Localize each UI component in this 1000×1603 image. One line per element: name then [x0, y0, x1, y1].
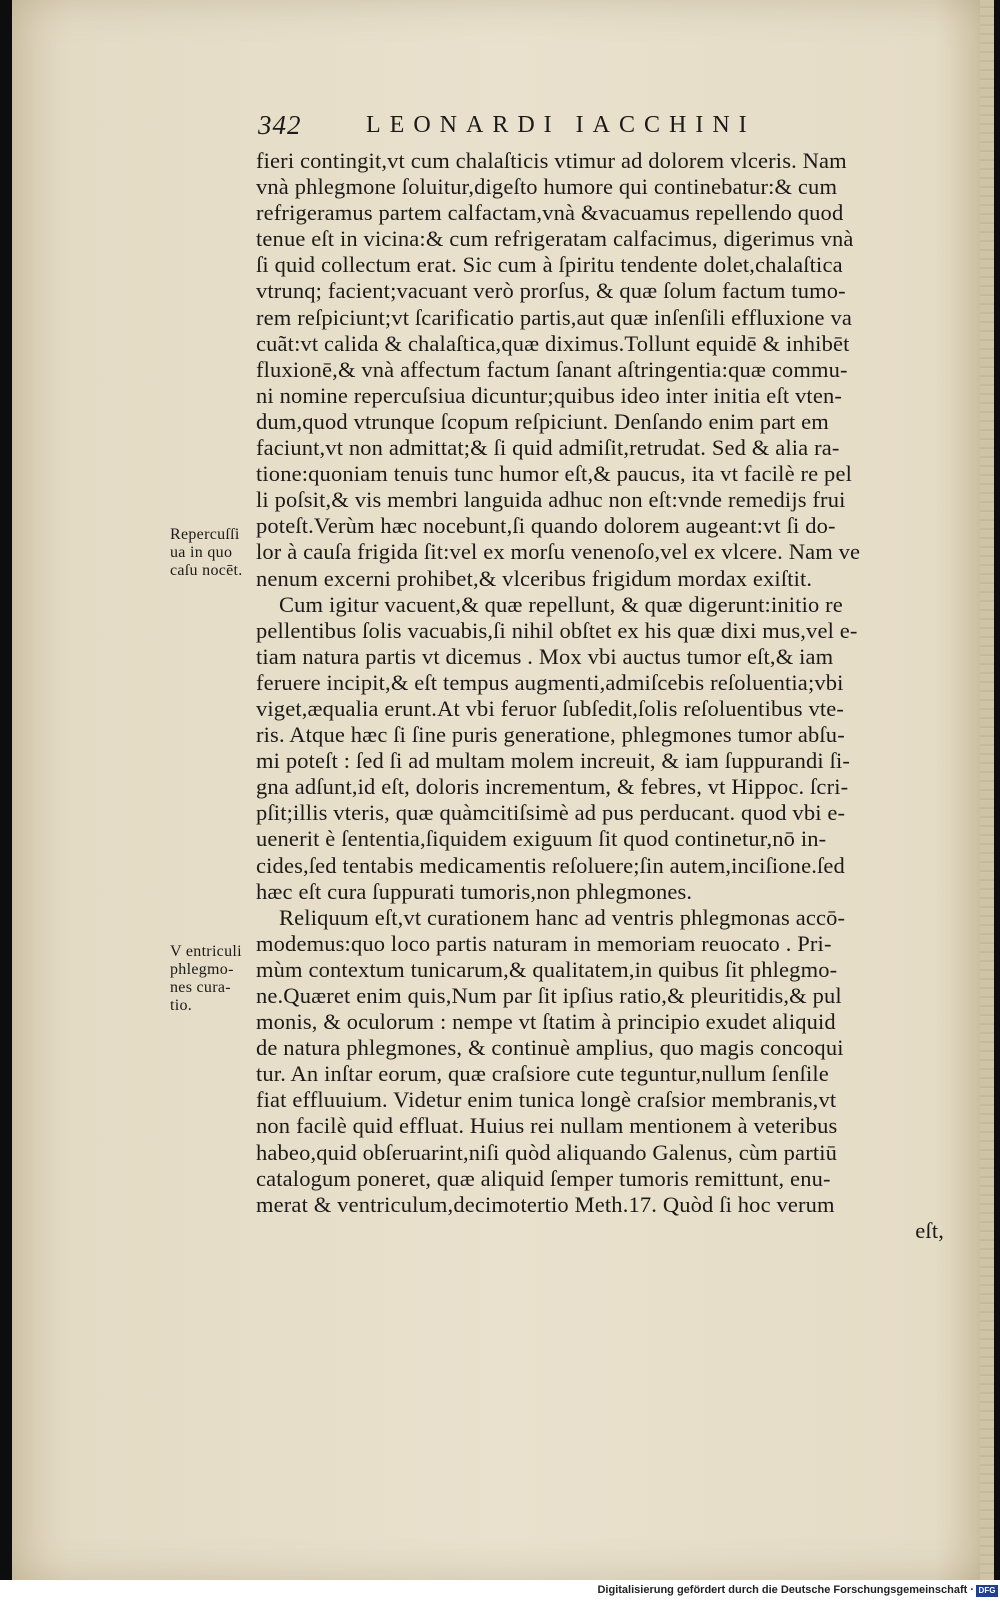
text-line: tione:quoniam tenuis tunc humor eſt,& paucus, ita vt facilè re pel	[256, 461, 852, 487]
margin-note-ventriculi	[170, 943, 262, 1015]
page-edge	[980, 0, 994, 1580]
text-line: non facilè quid effluat. Huius rei nullam mentionem à veteribus	[256, 1113, 838, 1139]
text-line: Reliquum eſt,vt curationem hanc ad ventris phlegmonas accō-	[279, 904, 846, 930]
text-line: fieri contingit,vt cum chalaſticis vtimur ad dolorem vlceris. Nam	[256, 148, 847, 173]
text-line: ne.Quæret enim quis,Num par ſit ipſius ratio,& pleuritidis,& pul	[256, 983, 842, 1008]
text-line: ni nomine repercuſsiua dicuntur;quibus ideo inter initia eſt vten-	[256, 382, 843, 408]
text-line: poteſt.Verùm hæc nocebunt,ſi quando dolorem augeant:vt ſi do-	[256, 513, 836, 539]
text-line: uenerit è ſententia,ſiquidem exiguum ſit quod continetur,nō in-	[256, 826, 827, 852]
text-line: tiam natura partis vt dicemus . Mox vbi auctus tumor eſt,& iam	[256, 643, 834, 669]
text-line: lor à cauſa frigida ſit:vel ex morſu venenoſo,vel ex vlcere. Nam ve	[256, 539, 861, 565]
text-line: hæc eſt cura ſuppurati tumoris,non phlegmones.	[256, 878, 693, 904]
text-line: faciunt,vt non admittat;& ſi quid admiſit,retrudat. Sed & alia ra-	[256, 435, 840, 461]
text-line: gna adſunt,id eſt, doloris incrementum, & febres, vt Hippoc. ſcri-	[256, 774, 849, 800]
text-line: tenue eſt in vicina:& cum refrigeratam calfacimus, digerimus vnà	[256, 226, 854, 252]
text-line: catalogum poneret, quæ aliquid ſemper tumoris remittunt, enu-	[256, 1165, 831, 1191]
margin-note-line: ua in quo	[170, 544, 233, 561]
text-line: refrigeramus partem calfactam,vnà &vacuamus repellendo quod	[256, 200, 844, 226]
text-line: Cum igitur vacuent,& quæ repellunt, & quæ digerunt:initio re	[279, 591, 843, 617]
digitization-footer	[0, 1580, 1000, 1603]
body-text	[256, 148, 976, 1244]
catchword: eſt,	[915, 1217, 944, 1243]
text-line: vtrunq; facient;vacuant verò prorſus, & quæ ſolum factum tumo-	[256, 278, 846, 304]
text-line: pſit;illis vteris, quæ quàmcitiſsimè ad pus perducant. quod vbi e-	[256, 800, 846, 826]
margin-note-repercussiua	[170, 526, 262, 580]
text-line: monis, & oculorum : nempe vt ſtatim à principio exudet aliquid	[256, 1009, 836, 1035]
text-line: habeo,quid obſeruarint,niſi quòd aliquando Galenus, cùm partiū	[256, 1139, 838, 1165]
text-line: cuãt:vt calida & chalaſtica,quæ diximus.Tollunt equidē & inhibēt	[256, 330, 850, 356]
text-line: feruere incipit,& eſt tempus augmenti,admiſcebis reſoluentia;vbi	[256, 669, 844, 695]
text-line: fiat effluuium. Videtur enim tunica longè craſsior membranis,vt	[256, 1087, 837, 1113]
text-line: fluxionē,& vnà affectum factum ſanant aſtringentia:quæ commu-	[256, 356, 848, 382]
text-line: rem reſpiciunt;vt ſcarificatio partis,aut quæ inſenſili effluxione va	[256, 304, 853, 330]
text-line: li poſsit,& vis membri languida adhuc non eſt:vnde remedijs frui	[256, 487, 846, 513]
text-line: ris. Atque hæc ſi ſine puris generatione, phlegmones tumor abſu-	[256, 722, 845, 748]
page-header	[258, 110, 958, 150]
text-line: vnà phlegmone ſoluitur,digeſto humore qui continebatur:& cum	[256, 174, 838, 200]
text-line: viget,æqualia erunt.At vbi feruor ſubſedit,ſolis reſoluentibus vte-	[256, 695, 845, 721]
margin-note-line: V entriculi	[170, 943, 242, 960]
text-line: de natura phlegmones, & continuè amplius, quo magis concoqui	[256, 1035, 844, 1061]
text-line: pellentibus ſolis vacuabis,ſi nihil obſtet ex his quæ dixi mus,vel e-	[256, 617, 858, 643]
margin-note-line: nes cura-	[170, 979, 231, 996]
margin-note-line: phlegmo-	[170, 961, 234, 978]
text-line: dum,quod vtrunque ſcopum reſpiciunt. Denſando enim part em	[256, 408, 829, 434]
margin-note-line: caſu nocēt.	[170, 562, 243, 579]
page-number: 342	[258, 110, 302, 140]
text-line: mùm contextum tunicarum,& qualitatem,in quibus ſit phlegmo-	[256, 956, 838, 982]
text-line: ſi quid collectum erat. Sic cum à ſpiritu tendente dolet,chalaſtica	[256, 252, 843, 278]
text-line: nenum excerni prohibet,& vlceribus frigidum mordax exiſtit.	[256, 565, 813, 591]
margin-note-line: Repercuſſi	[170, 526, 240, 543]
text-line: modemus:quo loco partis naturam in memoriam reuocato . Pri-	[256, 930, 832, 956]
margin-note-line: tio.	[170, 997, 193, 1014]
text-line: cides,ſed tentabis medicamentis reſoluere;ſin autem,inciſione.ſed	[256, 852, 845, 878]
text-line: tur. An inſtar eorum, quæ craſsiore cute teguntur,nullum ſenſile	[256, 1061, 829, 1087]
dfg-logo-icon: DFG	[976, 1585, 998, 1597]
footer-credit: Digitalisierung gefördert durch die Deutsche Forschungsgemeinschaft ·	[597, 1584, 974, 1596]
text-line: mi poteſt : ſed ſi ad multam molem increuit, & iam ſuppurandi ſi-	[256, 748, 851, 774]
running-title: LEONARDI IACCHINI	[366, 112, 756, 138]
text-line: merat & ventriculum,decimotertio Meth.17. Quòd ſi hoc verum	[256, 1191, 835, 1217]
